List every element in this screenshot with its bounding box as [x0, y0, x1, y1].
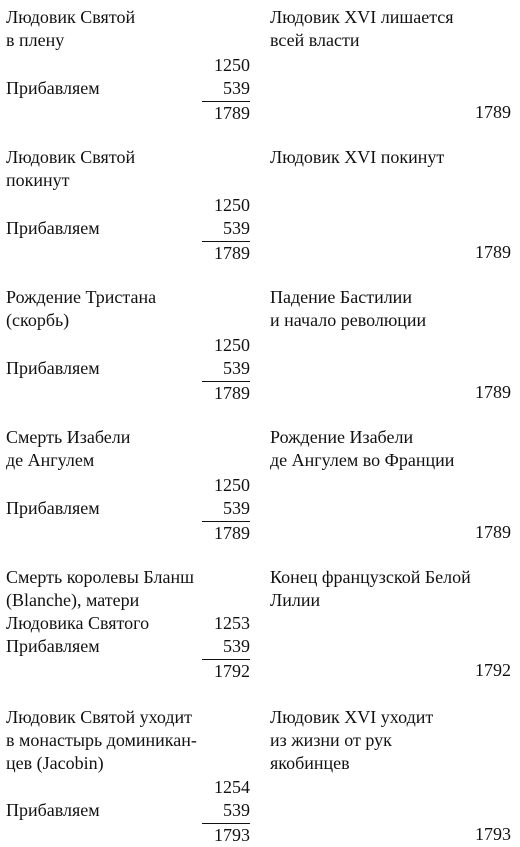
add-label: Прибавляем [6, 800, 100, 820]
result-year: 1793 [475, 824, 511, 844]
event-left-line: покинут [6, 170, 70, 190]
event-left-line: Смерть королевы Бланш [6, 567, 194, 587]
add-label: Прибавляем [6, 358, 100, 378]
event-left-line: (Blanche), матери [6, 590, 140, 610]
sum-value: 1789 [202, 381, 250, 405]
start-year: 1250 [214, 475, 250, 495]
addend-value: 539 [223, 218, 250, 238]
event-right-line: и начало революции [270, 310, 427, 330]
start-year: 1254 [214, 777, 250, 797]
addend-value: 539 [223, 800, 250, 820]
sum-value: 1793 [202, 823, 250, 847]
event-left-line: Людовик Святой [6, 7, 136, 27]
event-right-line: якобинцев [270, 753, 350, 773]
event-left-line: Людовик Святой [6, 147, 136, 167]
event-right-line: из жизни от рук [270, 730, 392, 750]
result-year: 1789 [475, 242, 511, 262]
event-left-line: (скорбь) [6, 310, 70, 330]
date-block [0, 706, 520, 843]
event-right-line: Людовик XVI уходит [270, 707, 434, 727]
event-left-line: де Ангулем [6, 450, 95, 470]
sum-value: 1789 [202, 521, 250, 545]
event-right-line: Рождение Изабели [270, 427, 414, 447]
result-year: 1789 [475, 522, 511, 542]
sum-value: 1789 [202, 241, 250, 265]
add-label: Прибавляем [6, 636, 100, 656]
event-right-line: Падение Бастилии [270, 287, 412, 307]
add-label: Прибавляем [6, 498, 100, 518]
event-right-line: всей власти [270, 30, 360, 50]
addend-value: 539 [223, 498, 250, 518]
event-right-line: Лилии [270, 590, 321, 610]
start-year: 1250 [214, 55, 250, 75]
add-label: Прибавляем [6, 218, 100, 238]
addend-value: 539 [223, 358, 250, 378]
event-right-line: де Ангулем во Франции [270, 450, 455, 470]
sum-value: 1789 [202, 101, 250, 125]
event-right-line: Людовик XVI лишается [270, 7, 454, 27]
event-right-line: Людовик XVI покинут [270, 147, 445, 167]
event-left-line: Смерть Изабели [6, 427, 131, 447]
result-year: 1789 [475, 102, 511, 122]
event-left-line: цев (Jacobin) [6, 753, 104, 773]
addend-value: 539 [223, 78, 250, 98]
event-left-line: Рождение Тристана [6, 287, 157, 307]
addend-value: 539 [223, 636, 250, 656]
result-year: 1792 [475, 660, 511, 680]
start-year: 1250 [214, 335, 250, 355]
event-left-line: в монастырь доминикан- [6, 730, 197, 750]
event-left-line: в плену [6, 30, 65, 50]
start-year: 1253 [214, 613, 250, 633]
event-left-line: Людовик Святой уходит [6, 707, 193, 727]
add-label: Прибавляем [6, 78, 100, 98]
start-year: 1250 [214, 195, 250, 215]
result-year: 1789 [475, 382, 511, 402]
date-block [0, 146, 520, 264]
sum-value: 1792 [202, 659, 250, 683]
date-block [0, 426, 520, 544]
date-block [0, 566, 520, 684]
date-block [0, 286, 520, 404]
event-right-line: Конец французской Белой [270, 567, 471, 587]
date-block [0, 6, 520, 124]
event-left-line: Людовика Святого [6, 613, 150, 633]
